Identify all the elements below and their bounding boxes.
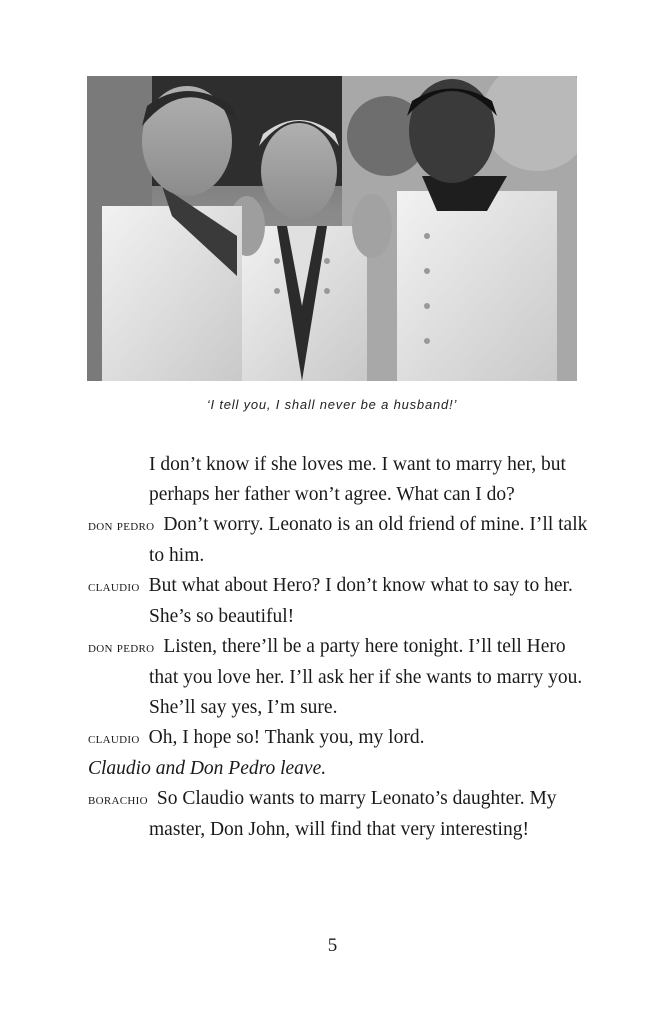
illustration-photo xyxy=(87,76,577,381)
line-text: Don’t worry. Leonato is an old friend of mine. I’ll talk to him. xyxy=(149,514,588,566)
line-text: So Claudio wants to marry Leonato’s daughter. My master, Don John, will find that very interesting! xyxy=(149,788,557,840)
speech-line xyxy=(88,571,588,632)
speaker-name: claudio xyxy=(88,731,140,747)
speech-line xyxy=(88,510,588,571)
speaker-name: claudio xyxy=(88,579,140,595)
line-text: I don’t know if she loves me. I want to marry her, but perhaps her father won’t agree. What can I do? xyxy=(149,454,566,505)
speech-line xyxy=(88,450,588,510)
speech-line xyxy=(88,632,588,723)
speech-line xyxy=(88,784,588,845)
speaker-name: don pedro xyxy=(88,518,155,534)
page-number: 5 xyxy=(327,935,338,956)
play-script xyxy=(88,450,588,845)
line-text: But what about Hero? I don’t know what to say to her. She’s so beautiful! xyxy=(148,575,573,627)
speaker-name: don pedro xyxy=(88,640,155,656)
line-text: Listen, there’ll be a party here tonight. I’ll tell Hero that you love her. I’ll ask her if she wants to marry you. She’ll say yes, I’m sure. xyxy=(149,636,583,718)
stage-direction: Claudio and Don Pedro leave. xyxy=(88,758,327,779)
line-text: Oh, I hope so! Thank you, my lord. xyxy=(148,727,425,748)
photo-caption: ‘I tell you, I shall never be a husband!’ xyxy=(206,397,458,412)
speaker-name: borachio xyxy=(88,792,148,808)
speech-line xyxy=(88,723,588,754)
photo-scene xyxy=(87,76,577,381)
